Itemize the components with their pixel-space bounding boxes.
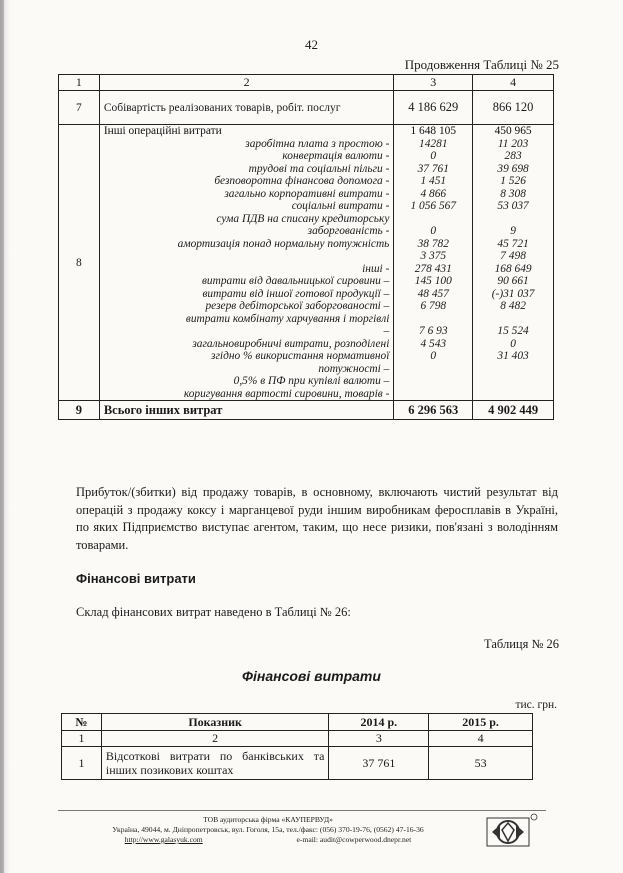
- row-line-name: коригування вартості сировини, товарів -: [183, 387, 390, 400]
- column-number-3: 3: [394, 75, 473, 91]
- footer-address: Україна, 49044, м. Дніпропетровськ, вул. Гоголя, 15а, тел./факс: (056) 370-19-76, (0562) 47-16-36: [112, 825, 424, 834]
- values-2014-cell: [394, 125, 473, 401]
- row-line-name: сума ПДВ на списану кредиторську: [216, 212, 390, 225]
- row-line-value-2015: 15 524: [497, 325, 529, 337]
- row-line-name: загально корпоративні витрати -: [224, 187, 390, 200]
- row-line-value-2015: 1 526: [500, 175, 526, 187]
- row-line-value-2015: (-)31 037: [491, 287, 535, 300]
- row-line-value-2014: 0: [430, 225, 437, 237]
- row-line-value-2015: 45 721: [497, 237, 529, 250]
- header-2015: 2015 р.: [429, 714, 533, 731]
- row-number: 7: [59, 91, 100, 125]
- row-line-value-2014: [394, 363, 472, 376]
- column-number-3: 3: [329, 731, 429, 747]
- table-header-row: [59, 75, 554, 91]
- row-line-value-2015: 53 037: [497, 200, 529, 212]
- row-line-value-2015: [473, 363, 553, 376]
- row-line-name: заборгованість -: [307, 225, 390, 237]
- row-line-value-2014: 1 056 567: [410, 200, 457, 212]
- body-paragraph: Прибуток/(збитки) від продажу товарів, в основному, включають чистий результат від операцій з продажу коксу і марганцевої руди іншим виробникам феросплавів в Україні, по яких Підприємство виступає агентом, таким, що несе ризики, пов'язані з володінням товарами.: [76, 485, 558, 552]
- column-number-4: 4: [473, 75, 554, 91]
- row-line-value-2015: 90 661: [497, 275, 529, 287]
- row-line-name: конвертація валюти -: [282, 150, 390, 162]
- row-line-value-2014: 145 100: [414, 275, 452, 287]
- row-line-value-2014: 0: [430, 350, 437, 362]
- table-row: [62, 747, 533, 780]
- row-line-name: інші -: [362, 262, 390, 275]
- header-2014: 2014 р.: [329, 714, 429, 731]
- section-heading: Фінансові витрати: [76, 571, 196, 586]
- row-line-name: трудові та соціальні пільги -: [248, 162, 390, 175]
- row-names-cell: [99, 125, 394, 401]
- row-line-value-2015: 39 698: [497, 162, 529, 175]
- table-26: [61, 713, 533, 780]
- values-2015-list: [473, 125, 553, 400]
- page-number: 42: [305, 37, 318, 52]
- row-names-list: [100, 125, 394, 400]
- total-2014: 6 296 563: [394, 401, 473, 420]
- intro-text: Склад фінансових витрат наведено в Таблиці № 26:: [76, 605, 351, 619]
- row-line-value-2015: 9: [510, 225, 516, 237]
- table-row: [59, 125, 554, 401]
- column-number-2: 2: [99, 75, 394, 91]
- value-2015: 53: [429, 747, 533, 780]
- footer-website-link[interactable]: http://www.galasyuk.com: [124, 835, 203, 844]
- row-name: Відсоткові витрати по банківських та інших позикових коштах: [101, 747, 329, 780]
- table-total-row: [59, 401, 554, 420]
- row-line-value-2014: 48 457: [417, 287, 449, 300]
- footer-company: ТОВ аудиторська фірма «КАУПЕРВУД»: [203, 815, 333, 824]
- binding-edge: [0, 0, 4, 873]
- table-26-title: Фінансові витрати: [242, 668, 381, 684]
- row-line-value-2014: [394, 313, 472, 326]
- values-2015-cell: [473, 125, 554, 401]
- row-line-value-2015: 11 203: [497, 137, 529, 150]
- row-line-value-2014: [394, 388, 472, 401]
- table-header-row: [62, 714, 533, 731]
- row-line-value-2015: 0: [510, 337, 516, 350]
- row-line-name: 0,5% в ПФ при купівлі валюти –: [233, 375, 390, 387]
- row-line-value-2015: 283: [504, 150, 522, 162]
- footer: [58, 815, 478, 845]
- row-line-name: безповоротна фінансова допомога -: [214, 175, 390, 187]
- values-2014-list: [394, 125, 472, 400]
- row-line-name: амортизація понад нормальну потужність: [177, 237, 390, 250]
- row-line-name: потужності –: [318, 362, 390, 375]
- footer-email: e-mail: audit@cowperwood.dnepr.net: [296, 835, 412, 844]
- row-line-value-2015: 7 498: [500, 250, 526, 262]
- row-line-value-2015: [473, 375, 553, 388]
- row-line-name: –: [383, 325, 390, 337]
- column-number-2: 2: [101, 731, 329, 747]
- column-number-1: 1: [62, 731, 102, 747]
- row-line-value-2015: 450 965: [494, 125, 532, 137]
- row-line-value-2015: [473, 313, 553, 326]
- row-line-value-2015: 8 308: [500, 187, 526, 200]
- company-logo-icon: [484, 812, 540, 850]
- row-line-name: соціальні витрати -: [291, 200, 390, 212]
- table-subheader-row: [62, 731, 533, 747]
- row-line-name: витрати від іншої готової продукції –: [202, 287, 390, 300]
- row-line-name: [100, 250, 394, 263]
- row-line-value-2014: [394, 213, 472, 226]
- row-line-value-2014: 14281: [419, 137, 448, 150]
- row-line-value-2014: 1 648 105: [410, 125, 457, 137]
- row-line-name: резерв дебіторської заборгованості –: [205, 300, 390, 312]
- row-line-name: витрати комбінату харчування і торгівлі: [185, 312, 390, 325]
- header-indicator: Показник: [101, 714, 329, 731]
- units-label: тис. грн.: [515, 699, 557, 711]
- row-line-value-2014: [394, 375, 472, 388]
- row-line-value-2015: 168 649: [494, 262, 532, 275]
- table-continuation-caption: Продовження Таблиці № 25: [404, 57, 559, 72]
- row-line-name: Інші операційні витрати: [103, 125, 222, 137]
- row-line-value-2014: 278 431: [414, 262, 452, 275]
- footer-contacts: [58, 835, 478, 845]
- row-line-name: витрати від давальницької сировини –: [201, 275, 390, 287]
- row-line-value-2014: 1 451: [420, 175, 447, 187]
- row-number: 8: [59, 125, 100, 401]
- row-line-value-2015: [473, 213, 553, 226]
- column-number-4: 4: [429, 731, 533, 747]
- table-row: [59, 91, 554, 125]
- value-2014: 37 761: [329, 747, 429, 780]
- row-line-value-2014: 3 375: [420, 250, 447, 262]
- row-line-name: загальновиробничі витрати, розподілені: [192, 337, 390, 350]
- row-line-value-2015: 31 403: [497, 350, 529, 362]
- row-line-value-2014: 4 866: [420, 187, 447, 200]
- value-2015: 866 120: [473, 91, 554, 125]
- row-line-name: заробітна плата з простою -: [245, 137, 390, 150]
- row-line-value-2014: 4 543: [420, 337, 447, 350]
- row-line-value-2014: 7 6 93: [419, 325, 448, 337]
- row-line-value-2015: [473, 388, 553, 401]
- value-2014: 4 186 629: [394, 91, 473, 125]
- footer-divider: [58, 810, 546, 811]
- column-number-1: 1: [59, 75, 100, 91]
- table-25: [58, 74, 554, 420]
- row-name: Всього інших витрат: [99, 401, 394, 420]
- row-number: 1: [62, 747, 102, 780]
- row-line-value-2014: 0: [430, 150, 437, 162]
- table-26-label: Таблиця № 26: [484, 637, 559, 651]
- row-line-name: згідно % використання нормативної: [211, 350, 390, 362]
- row-line-value-2014: 38 782: [417, 237, 449, 250]
- total-2015: 4 902 449: [473, 401, 554, 420]
- row-number: 9: [59, 401, 100, 420]
- row-name: Собівартість реалізованих товарів, робіт. послуг: [99, 91, 394, 125]
- row-line-value-2015: 8 482: [500, 300, 526, 312]
- row-line-value-2014: 6 798: [420, 300, 447, 312]
- row-line-value-2014: 37 761: [417, 162, 449, 175]
- header-number: №: [62, 714, 102, 731]
